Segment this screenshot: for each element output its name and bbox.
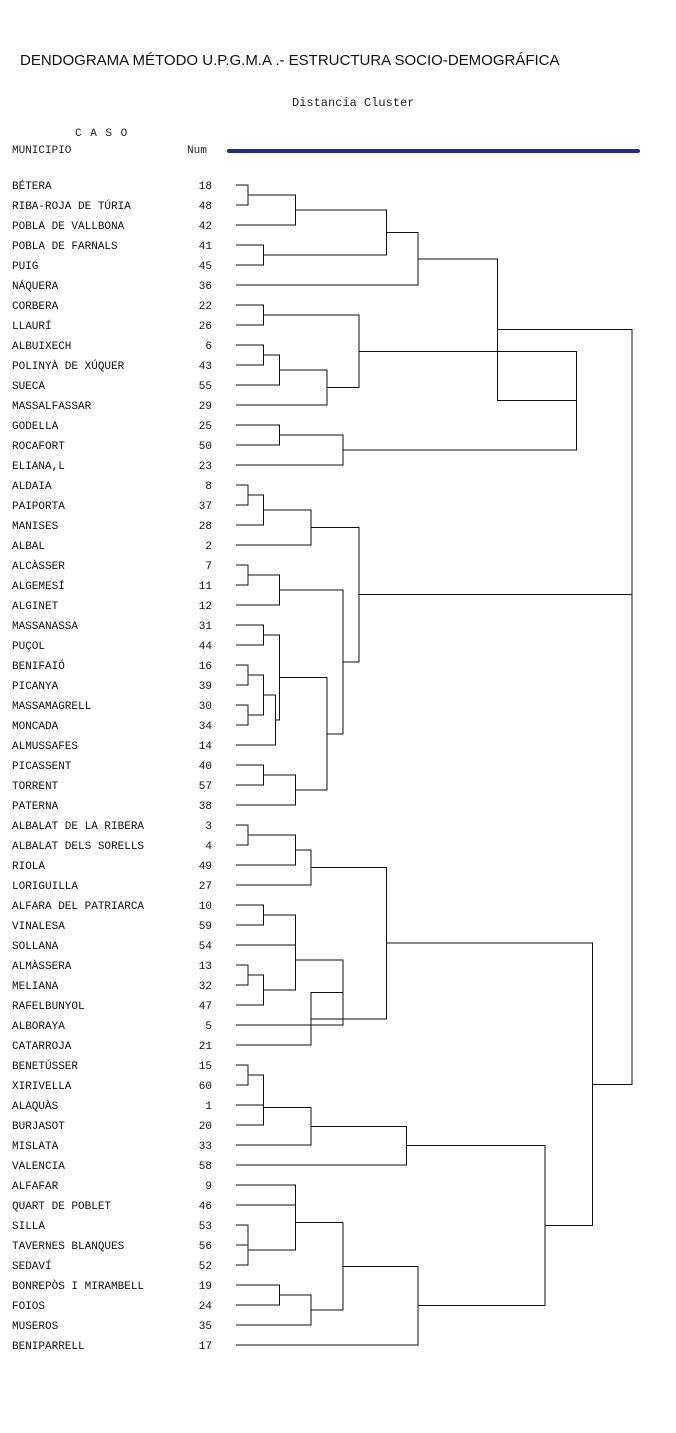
cluster-link [236,1266,418,1345]
case-number-label: 58 [198,1161,212,1173]
cluster-link [236,775,295,805]
cluster-link [236,915,295,945]
cluster-link [236,565,248,585]
cluster-link [236,195,295,225]
cluster-link [236,1285,280,1305]
cluster-link [236,665,248,685]
case-number-label: 49 [198,861,212,873]
municipality-label: PUIG [12,261,39,273]
cluster-link [236,905,264,925]
municipality-label: MELIANA [12,981,59,993]
cluster-link [236,765,264,785]
cluster-link [264,210,387,255]
case-number-label: 3 [205,821,212,833]
municipality-label: BENETÚSSER [12,1061,79,1073]
case-number-label: 16 [198,661,212,673]
cluster-link [406,1146,545,1306]
case-number-label: 55 [198,381,212,393]
cluster-link [236,1065,248,1085]
municipality-label: SUECA [12,381,46,393]
cluster-link [592,462,632,1084]
case-number-label: 7 [205,561,212,573]
case-number-label: 54 [198,941,212,953]
case-number-label: 48 [198,201,212,213]
cluster-link [236,1235,248,1265]
case-number-label: 26 [198,321,212,333]
case-number-label: 32 [198,981,212,993]
municipality-label: PUÇOL [12,641,46,653]
case-number-label: 43 [198,361,212,373]
cluster-link [236,965,248,985]
case-number-label: 39 [198,681,212,693]
cluster-link [236,185,248,205]
case-number-label: 41 [198,241,212,253]
case-number-label: 8 [205,481,212,493]
cluster-link [236,625,264,645]
cluster-link [236,850,311,885]
municipality-label: ALMÀSSERA [12,961,72,973]
municipality-label: POBLA DE VALLBONA [12,221,125,233]
municipality-label: VALENCIA [12,1161,65,1173]
case-number-label: 5 [205,1021,212,1033]
case-number-label: 50 [198,441,212,453]
municipality-label: CORBERA [12,301,59,313]
municipality-label: LORIGUILLA [12,881,79,893]
case-number-label: 29 [198,401,212,413]
municipality-label: PAIPORTA [12,501,65,513]
municipality-label: TORRENT [12,781,59,793]
case-number-label: 31 [198,621,212,633]
cluster-link [248,1195,296,1250]
municipality-label: BURJASOT [12,1121,65,1133]
municipality-label: ALGEMESÍ [12,581,65,593]
cluster-link [248,675,264,715]
case-number-label: 10 [198,901,212,913]
municipality-label: MUSEROS [12,1321,59,1333]
municipality-label: ALFARA DEL PATRIARCA [12,901,145,913]
cluster-link [236,485,248,505]
cluster-link [236,305,264,325]
municipio-header: MUNICIPIO [12,145,72,157]
case-number-label: 13 [198,961,212,973]
cluster-link [236,245,264,265]
cluster-link [236,435,343,465]
municipality-label: POBLA DE FARNALS [12,241,118,253]
case-number-label: 14 [198,741,212,753]
case-number-label: 22 [198,301,212,313]
municipality-label: MASSAMAGRELL [12,701,92,713]
case-number-label: 44 [198,641,212,653]
cluster-link [280,678,328,791]
cluster-link [236,370,327,405]
municipality-label: PICANYA [12,681,59,693]
cluster-link [236,705,248,725]
case-number-label: 20 [198,1121,212,1133]
num-header: Num [187,145,207,157]
case-number-label: 1 [205,1101,212,1113]
municipality-label: CATARROJA [12,1041,72,1053]
municipality-label: NÁQUERA [12,281,59,293]
case-number-label: 2 [205,541,212,553]
cluster-link [280,590,343,734]
cluster-link [236,575,280,605]
case-number-label: 11 [198,581,212,593]
case-number-label: 45 [198,261,212,273]
municipality-label: RIBA-ROJA DE TÚRIA [12,201,131,213]
case-number-label: 59 [198,921,212,933]
case-number-label: 46 [198,1201,212,1213]
municipality-label: RAFELBUNYOL [12,1001,85,1013]
municipality-label: ALBORAYA [12,1021,65,1033]
case-number-label: 6 [205,341,212,353]
municipality-label: SOLLANA [12,941,59,953]
cluster-link [236,1090,264,1125]
cluster-link [359,330,632,595]
municipality-label: RIOLA [12,861,46,873]
case-number-label: 52 [198,1261,212,1273]
municipality-label: ELIANA,L [12,461,65,473]
municipality-label: FOIOS [12,1301,46,1313]
municipality-label: ROCAFORT [12,441,65,453]
case-number-label: 40 [198,761,212,773]
case-number-label: 12 [198,601,212,613]
case-number-label: 9 [205,1181,212,1193]
municipality-label: ALGINET [12,601,59,613]
case-number-label: 17 [198,1341,212,1353]
municipality-label: MONCADA [12,721,59,733]
municipality-label: QUART DE POBLET [12,1201,112,1213]
municipality-label: ALBALAT DELS SORELLS [12,841,145,853]
municipality-label: ALMUSSAFES [12,741,79,753]
municipality-label: BONREPÒS I MIRAMBELL [12,1281,145,1293]
case-number-label: 34 [198,721,212,733]
municipality-label: PATERNA [12,801,59,813]
cluster-link [264,635,280,720]
municipality-label: XIRIVELLA [12,1081,72,1093]
municipality-label: TAVERNES BLANQUES [12,1241,125,1253]
municipality-label: ALCÀSSER [12,561,65,573]
municipality-label: ALDAIA [12,481,52,493]
cluster-link [264,930,296,990]
cluster-link [295,1223,343,1311]
axis-title: Distancia Cluster [292,96,415,110]
municipality-label: BENIPARRELL [12,1341,85,1353]
cluster-link [236,510,311,545]
municipality-label: LLAURÍ [12,321,52,333]
case-number-label: 23 [198,461,212,473]
case-number-label: 21 [198,1041,212,1053]
municipality-label: VINALESA [12,921,65,933]
cluster-link [386,943,592,1226]
case-number-label: 35 [198,1321,212,1333]
municipality-label: MASSALFASSAR [12,401,92,413]
municipality-label: ALBALAT DE LA RIBERA [12,821,145,833]
case-number-label: 4 [205,841,212,853]
chart-title: DENDOGRAMA MÉTODO U.P.G.M.A .- ESTRUCTURA SOCIO-DEMOGRÁFICA [20,52,560,69]
municipality-label: SILLA [12,1221,46,1233]
case-number-label: 47 [198,1001,212,1013]
cluster-link [264,315,359,388]
cluster-link [236,495,264,525]
municipality-label: ALFAFAR [12,1181,59,1193]
case-number-label: 18 [198,181,212,193]
cluster-link [236,1108,311,1146]
case-number-label: 19 [198,1281,212,1293]
cluster-link [236,695,276,745]
cluster-link [236,1126,406,1165]
caso-header: C A S O [75,128,129,140]
municipality-label: MASSANASSA [12,621,79,633]
case-number-label: 30 [198,701,212,713]
case-number-label: 60 [198,1081,212,1093]
case-number-label: 33 [198,1141,212,1153]
cluster-link [236,355,280,385]
cluster-link [236,1075,264,1105]
cluster-link [311,528,359,662]
case-number-label: 37 [198,501,212,513]
case-number-label: 53 [198,1221,212,1233]
municipality-label: ALBAL [12,541,46,553]
case-number-label: 15 [198,1061,212,1073]
municipality-label: PICASSENT [12,761,72,773]
case-number-label: 56 [198,1241,212,1253]
municipality-label: MISLATA [12,1141,59,1153]
municipality-label: ALBUIXECH [12,341,72,353]
municipality-label: GODELLA [12,421,59,433]
case-number-label: 24 [198,1301,212,1313]
cluster-link [236,1185,295,1205]
municipality-label: POLINYÀ DE XÚQUER [12,361,125,373]
case-number-label: 25 [198,421,212,433]
case-number-label: 27 [198,881,212,893]
municipality-label: MANISES [12,521,59,533]
cluster-link [236,425,280,445]
case-number-label: 42 [198,221,212,233]
case-number-label: 57 [198,781,212,793]
municipality-label: BENIFAIÓ [12,661,65,673]
cluster-link [236,1225,248,1245]
cluster-link [236,825,248,845]
cluster-link [236,975,264,1005]
cluster-link [311,868,386,1019]
municipality-label: ALAQUÀS [12,1101,59,1113]
cluster-link [236,345,264,365]
municipality-label: SEDAVÍ [12,1261,52,1273]
case-number-label: 28 [198,521,212,533]
cluster-link [236,835,295,865]
case-number-label: 38 [198,801,212,813]
municipality-label: BÉTERA [12,181,52,193]
cluster-link [236,1295,311,1325]
case-number-label: 36 [198,281,212,293]
